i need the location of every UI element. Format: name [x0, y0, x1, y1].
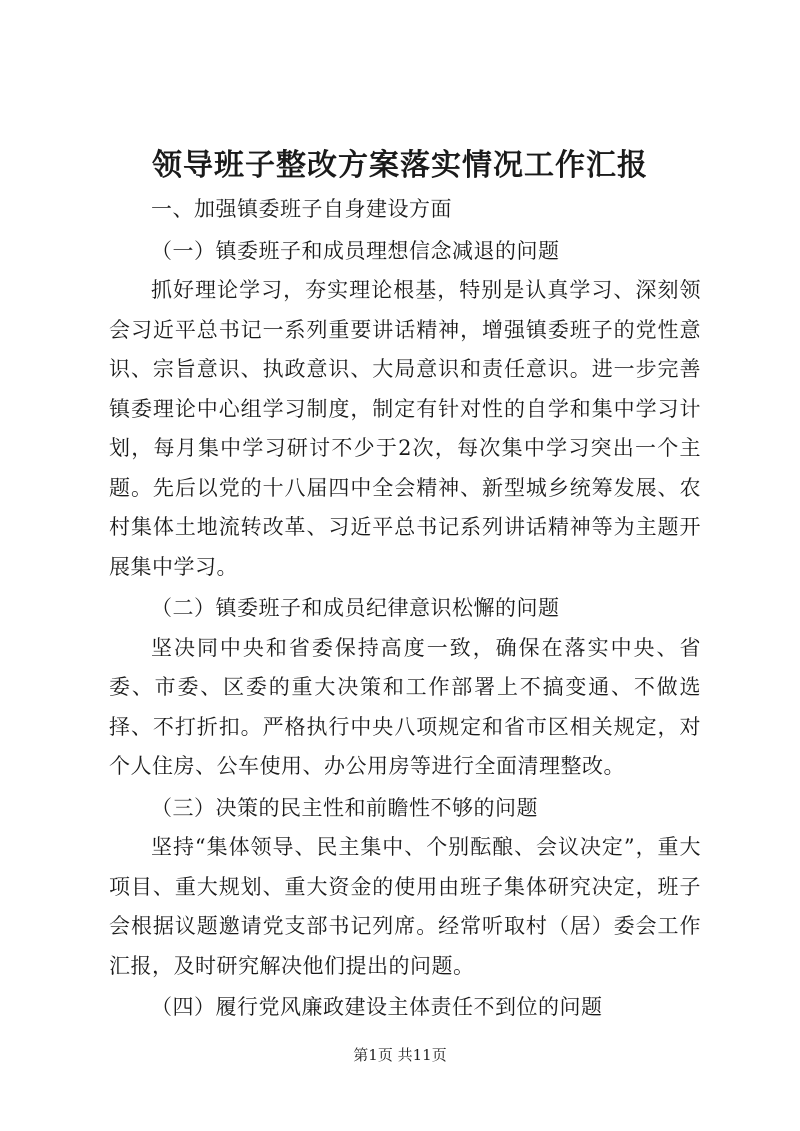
- body-paragraph: 抓好理论学习，夯实理论根基，特别是认真学习、深刻领会习近平总书记一系列重要讲话精神，增强镇委班子的党性意识、宗旨意识、执政意识、大局意识和责任意识。进一步完善镇委理论中心组学习制度，制定有针对性的自学和集中学习计划，每月集中学习研讨不少于2次，每次集中学习突出一个主题。先后以党的十八届四中全会精神、新型城乡统筹发展、农村集体土地流转改革、习近平总书记系列讲话精神等为主题开展集中学习。: [109, 278, 701, 579]
- document-title: 领导班子整改方案落实情况工作汇报: [152, 148, 648, 183]
- body-paragraph: 坚持“集体领导、民主集中、个别酝酿、会议决定”，重大项目、重大规划、重大资金的使用由班子集体研究决定，班子会根据议题邀请党支部书记列席。经常听取村（居）委会工作汇报，及时研究解决他们提出的问题。: [109, 835, 701, 978]
- document-body: [109, 188, 701, 1028]
- section-heading: 一、加强镇委班子自身建设方面: [151, 197, 452, 221]
- page-number-footer: 第1页 共11页: [353, 1046, 447, 1064]
- subsection-heading: （三）决策的民主性和前瞻性不够的问题: [151, 795, 538, 820]
- subsection-heading: （二）镇委班子和成员纪律意识松懈的问题: [151, 596, 560, 620]
- subsection-heading: （一）镇委班子和成员理想信念减退的问题: [151, 238, 560, 263]
- body-paragraph: 坚决同中央和省委保持高度一致，确保在落实中央、省委、市委、区委的重大决策和工作部署上不搞变通、不做选择、不打折扣。严格执行中央八项规定和省市区相关规定，对个人住房、公车使用、办公用房等进行全面清理整改。: [109, 635, 701, 778]
- subsection-heading: （四）履行党风廉政建设主体责任不到位的问题: [151, 995, 603, 1019]
